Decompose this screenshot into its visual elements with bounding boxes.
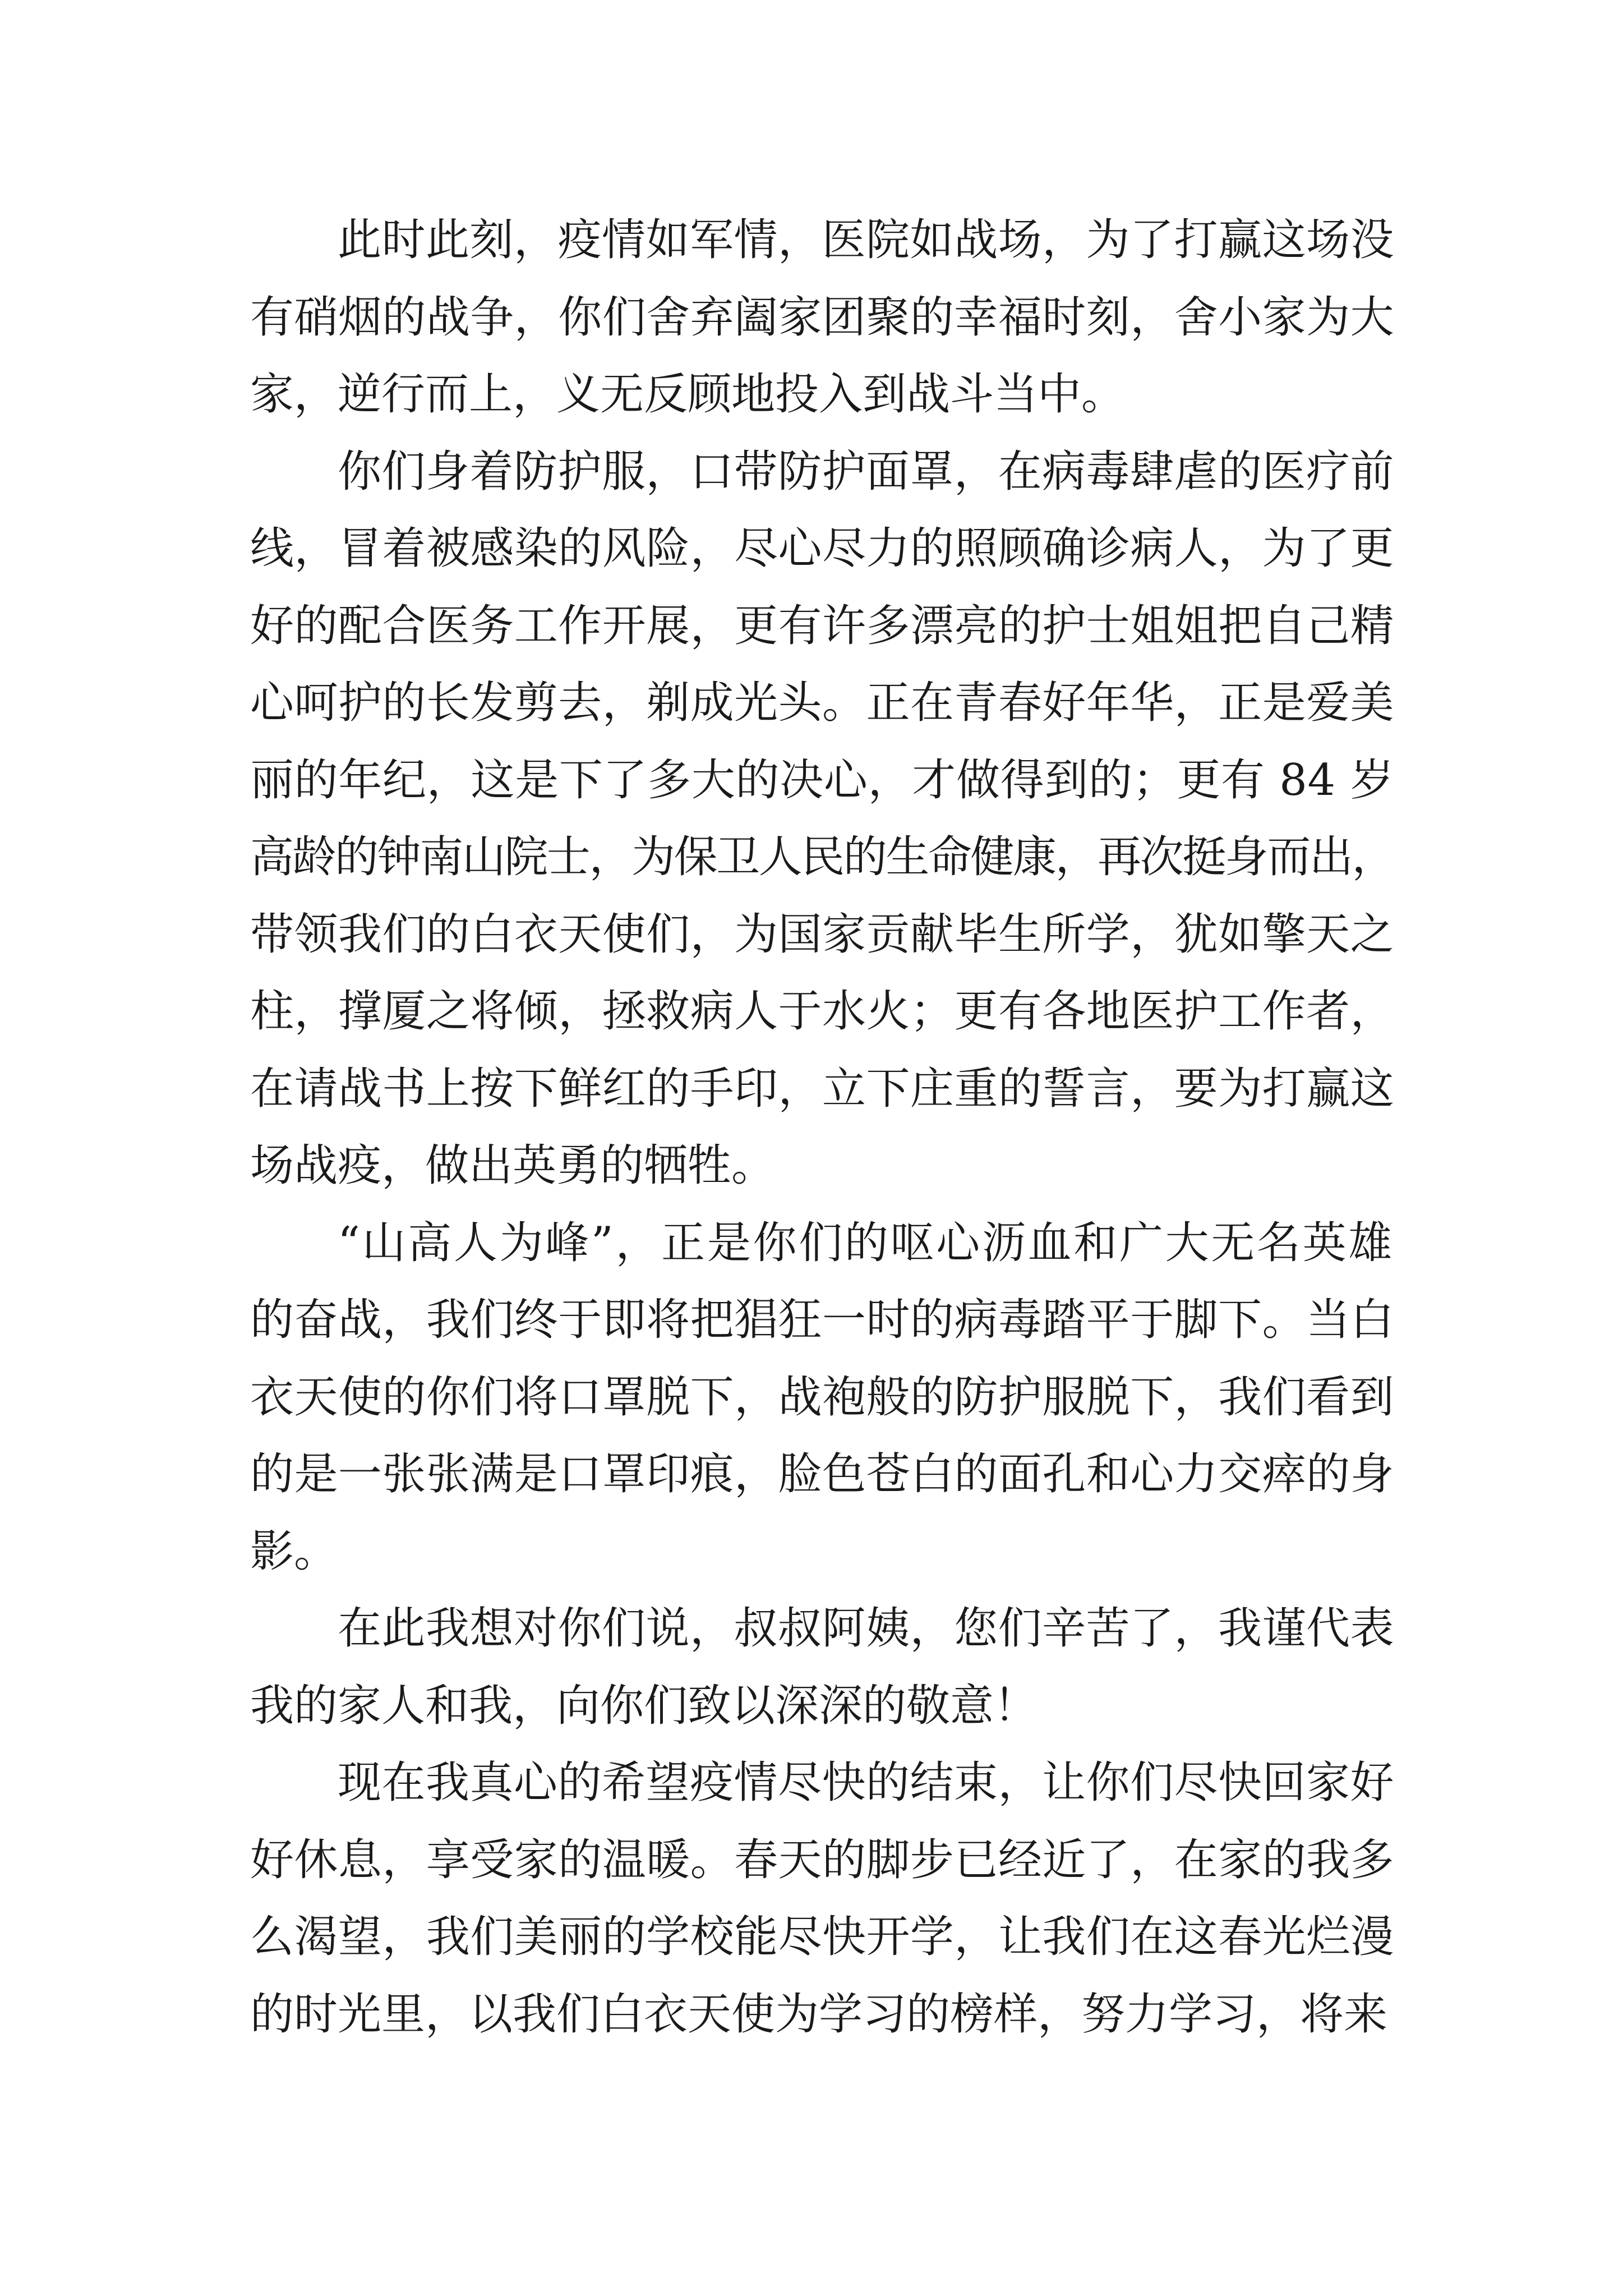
- text-line: 你们身着防护服，口带防护面罩，在病毒肆虐的医疗前: [338, 446, 1394, 497]
- text-line: 心呵护的长发剪去，剃成光头。正在青春好年华，正是爱美: [250, 678, 1394, 728]
- text-line: 线，冒着被感染的风险，尽心尽力的照顾确诊病人，为了更: [250, 523, 1394, 574]
- text-line: 的奋战，我们终于即将把猖狂一时的病毒踏平于脚下。当白: [250, 1295, 1394, 1345]
- text-line: 的时光里，以我们白衣天使为学习的榜样，努力学习，将来: [250, 1989, 1388, 2040]
- text-line: 的是一张张满是口罩印痕，脸色苍白的面孔和心力交瘁的身: [250, 1449, 1394, 1499]
- text-line: 丽的年纪，这是下了多大的决心，才做得到的；更有 84 岁: [250, 754, 1394, 806]
- text-line: 带领我们的白衣天使们，为国家贡献毕生所学，犹如擎天之: [250, 909, 1394, 960]
- body-text: [250, 202, 1394, 2053]
- text-line: 在此我想对你们说，叔叔阿姨，您们辛苦了，我谨代表: [338, 1603, 1394, 1654]
- text-line: 好休息，享受家的温暖。春天的脚步已经近了，在家的我多: [250, 1834, 1394, 1885]
- text-line: 好的配合医务工作开展，更有许多漂亮的护士姐姐把自己精: [250, 600, 1394, 651]
- text-line: 家，逆行而上，义无反顾地投入到战斗当中。: [250, 369, 1126, 420]
- text-line: “山高人为峰”，正是你们的呕心沥血和广大无名英雄: [338, 1217, 1394, 1268]
- text-line: 有硝烟的战争，你们舍弃阖家团聚的幸福时刻，舍小家为大: [250, 292, 1394, 343]
- text-line: 此时此刻，疫情如军情，医院如战场，为了打赢这场没: [338, 215, 1394, 265]
- text-line: 影。: [250, 1526, 338, 1577]
- text-line: 在请战书上按下鲜红的手印，立下庄重的誓言，要为打赢这: [250, 1063, 1394, 1114]
- text-line: 么渴望，我们美丽的学校能尽快开学，让我们在这春光烂漫: [250, 1912, 1394, 1962]
- text-line: 场战疫，做出英勇的牺牲。: [250, 1140, 776, 1191]
- text-line: 衣天使的你们将口罩脱下，战袍般的防护服脱下，我们看到: [250, 1372, 1394, 1423]
- text-line: 柱，撑厦之将倾，拯救病人于水火；更有各地医护工作者，: [250, 986, 1394, 1037]
- text-line: 高龄的钟南山院士，为保卫人民的生命健康，再次挺身而出，: [250, 832, 1394, 882]
- text-line: 现在我真心的希望疫情尽快的结束，让你们尽快回家好: [338, 1757, 1394, 1808]
- text-line: 我的家人和我，向你们致以深深的敬意！: [250, 1680, 1038, 1731]
